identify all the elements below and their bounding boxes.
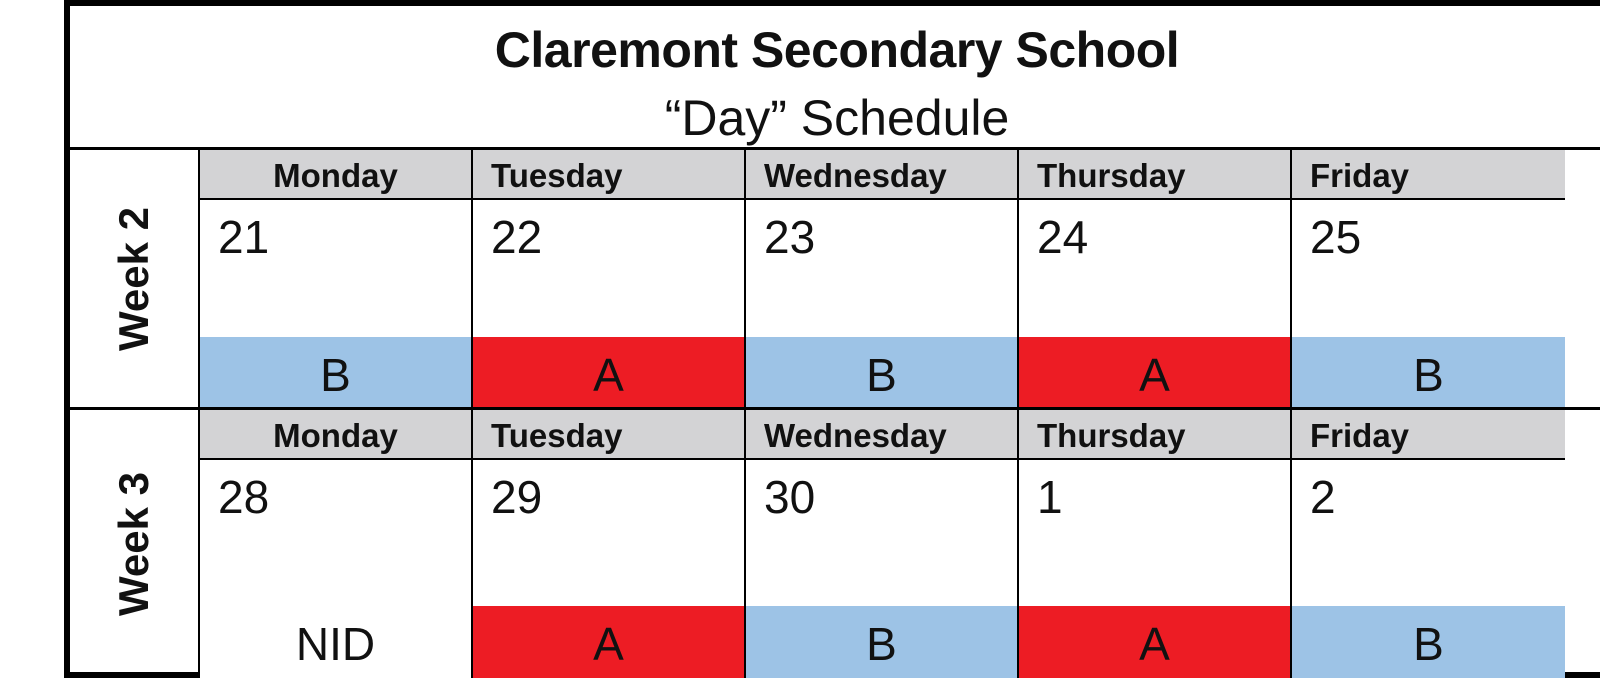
- day-code: A: [473, 606, 744, 678]
- day-code: B: [1292, 606, 1565, 678]
- day-cell-tuesday: [473, 150, 746, 407]
- day-date: 29: [491, 471, 543, 523]
- week-days: [200, 410, 1600, 678]
- day-date: 30: [764, 471, 816, 523]
- day-date: 22: [491, 211, 543, 263]
- week-label: Week 3: [110, 472, 157, 616]
- day-date: 21: [218, 211, 270, 263]
- day-name: Wednesday: [746, 410, 1017, 460]
- day-code: B: [746, 606, 1017, 678]
- day-cell-friday: [1292, 150, 1565, 407]
- week-row-week-2: [70, 150, 1600, 410]
- week-days: [200, 150, 1600, 407]
- day-code: B: [746, 337, 1017, 407]
- page-subtitle: “Day” Schedule: [664, 90, 1010, 146]
- day-cell-friday: [1292, 410, 1565, 678]
- day-code: B: [1292, 337, 1565, 407]
- day-name: Tuesday: [473, 410, 744, 460]
- day-date: 2: [1310, 471, 1336, 523]
- week-label-cell: [70, 410, 200, 678]
- day-code: NID: [200, 606, 471, 678]
- day-cell-monday: [200, 410, 473, 678]
- schedule-frame: [64, 0, 1600, 678]
- week-row-week-3: [70, 410, 1600, 678]
- day-code: A: [1019, 337, 1290, 407]
- week-label: Week 2: [110, 206, 157, 351]
- day-name: Friday: [1292, 410, 1565, 460]
- day-name: Friday: [1292, 150, 1565, 200]
- day-code: A: [473, 337, 744, 407]
- day-name: Monday: [200, 410, 471, 460]
- day-name: Thursday: [1019, 410, 1290, 460]
- day-date: 25: [1310, 211, 1362, 263]
- day-date: 1: [1037, 471, 1063, 523]
- day-cell-wednesday: [746, 150, 1019, 407]
- day-cell-tuesday: [473, 410, 746, 678]
- day-code: B: [200, 337, 471, 407]
- day-cell-thursday: [1019, 410, 1292, 678]
- page-title: Claremont Secondary School: [494, 22, 1180, 78]
- day-name: Wednesday: [746, 150, 1017, 200]
- day-code: A: [1019, 606, 1290, 678]
- day-date: 23: [764, 211, 816, 263]
- day-cell-wednesday: [746, 410, 1019, 678]
- day-name: Tuesday: [473, 150, 744, 200]
- day-date: 24: [1037, 211, 1089, 263]
- schedule-header: [70, 6, 1600, 150]
- day-name: Monday: [200, 150, 471, 200]
- day-name: Thursday: [1019, 150, 1290, 200]
- day-cell-monday: [200, 150, 473, 407]
- day-date: 28: [218, 471, 270, 523]
- week-label-cell: [70, 150, 200, 407]
- day-cell-thursday: [1019, 150, 1292, 407]
